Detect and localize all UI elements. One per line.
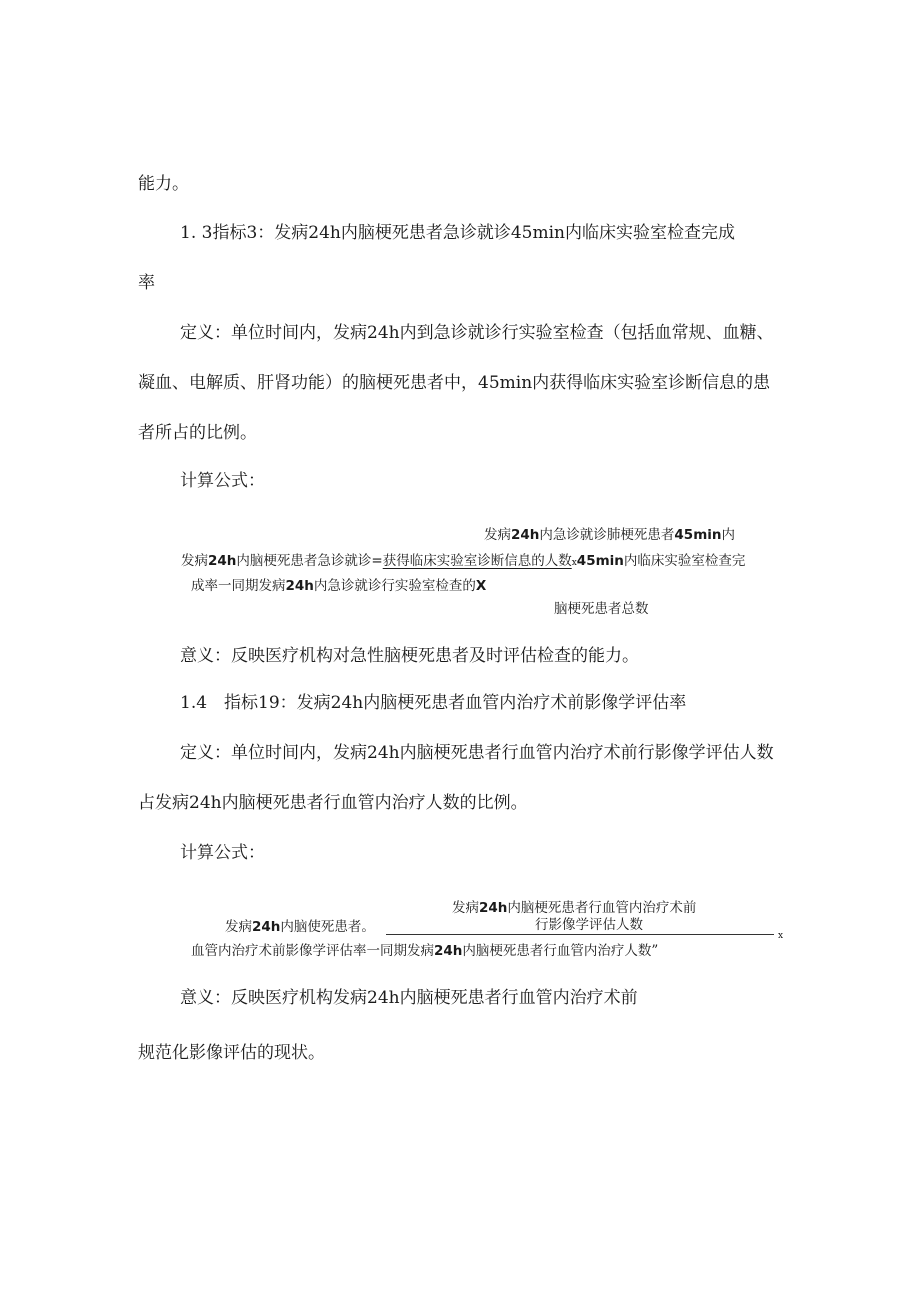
- section-1-4-meaning-line2: 规范化影像评估的现状。: [138, 1043, 325, 1063]
- formula-1-4-multiply-sign: x: [778, 931, 784, 941]
- formula-1-3-numerator-top: 发病24h内急诊就诊肺梗死患者45min内: [484, 527, 735, 543]
- section-1-3-definition: 定义：单位时间内，发病24h内到急诊就诊行实验室检查（包括血常规、血糖、: [180, 323, 774, 343]
- formula-1-4-numerator-top: 发病24h内脑梗死患者行血管内治疗术前: [452, 900, 697, 916]
- section-1-3-heading: 1. 3指标3：发病24h内脑梗死患者急诊就诊45min内临床实验室检查完成: [180, 223, 735, 243]
- section-1-4-definition-line2: 占发病24h内脑梗死患者行血管内治疗人数的比例。: [138, 793, 528, 813]
- section-1-3-definition-line2: 凝血、电解质、肝肾功能）的脑梗死患者中，45min内获得临床实验室诊断信息的患: [138, 373, 771, 393]
- section-1-3-heading-cont: 率: [138, 273, 155, 293]
- section-1-3-meaning: 意义：反映医疗机构对急性脑梗死患者及时评估检查的能力。: [180, 646, 639, 666]
- section-1-4-heading: 1.4 指标19：发病24h内脑梗死患者血管内治疗术前影像学评估率: [180, 693, 687, 713]
- formula-1-3-denominator: 脑梗死患者总数: [554, 601, 649, 617]
- section-1-4-calc-label: 计算公式：: [180, 843, 265, 863]
- section-1-3-calc-label: 计算公式：: [180, 471, 265, 491]
- formula-1-3-fraction-numerator: 获得临床实验室诊断信息的人数: [382, 553, 572, 569]
- formula-1-4-third-line: 血管内治疗术前影像学评估率一同期发病24h内脑梗死患者行血管内治疗人数”: [191, 943, 659, 959]
- formula-1-4-fraction-bar: [386, 934, 774, 935]
- formula-1-4-numerator: 行影像学评估人数: [535, 917, 643, 933]
- formula-1-3-third-line: 成率一同期发病24h内急诊就诊行实验室检查的X: [191, 578, 487, 594]
- formula-1-4-lhs: 发病24h内脑使死患者。: [225, 919, 375, 935]
- formula-1-3-main-line: 发病24h内脑梗死患者急诊就诊=获得临床实验室诊断信息的人数x45min内临床实验室检查完: [181, 553, 746, 569]
- paragraph-continuation: 能力。: [138, 174, 189, 194]
- section-1-4-meaning: 意义：反映医疗机构发病24h内脑梗死患者行血管内治疗术前: [180, 988, 638, 1008]
- section-1-3-definition-line3: 者所占的比例。: [138, 423, 257, 443]
- section-1-4-definition: 定义：单位时间内，发病24h内脑梗死患者行血管内治疗术前行影像学评估人数: [180, 743, 774, 763]
